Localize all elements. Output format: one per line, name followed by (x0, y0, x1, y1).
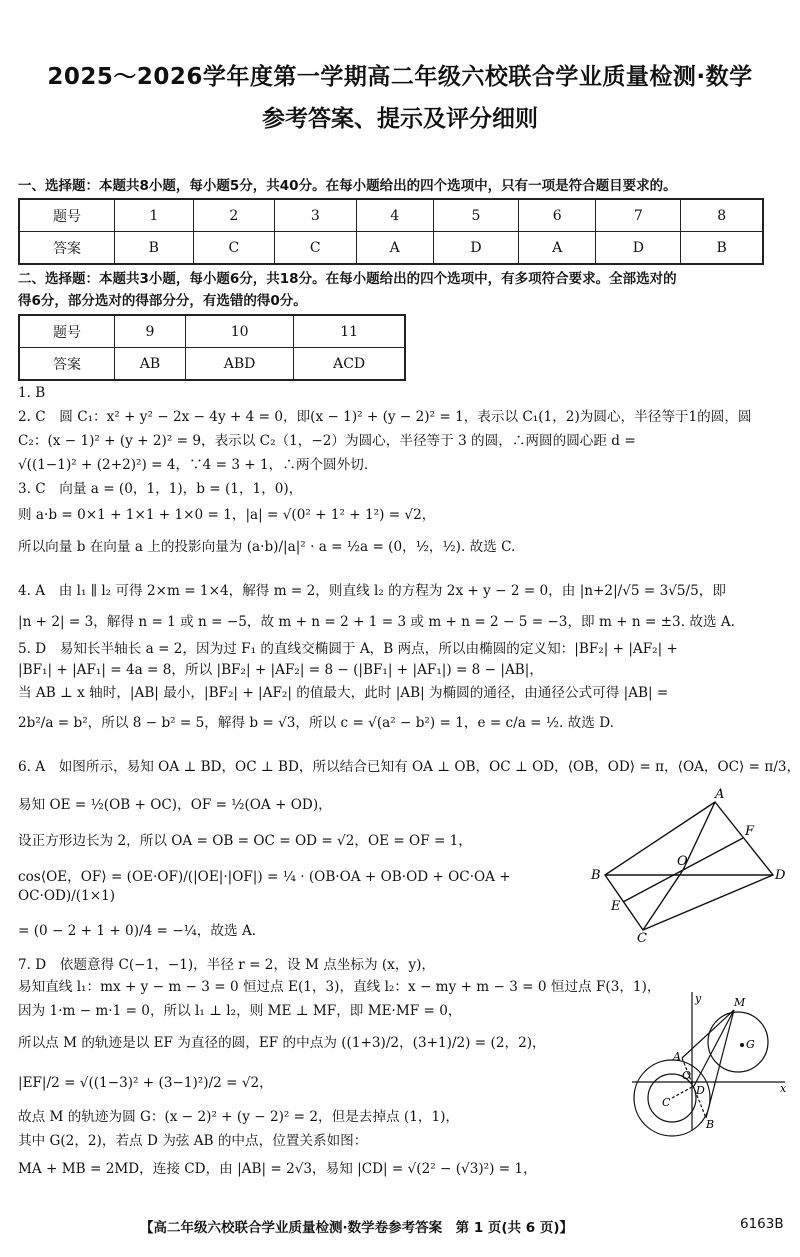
solution-5-line2: |BF₁| + |AF₁| = 4a = 8，所以 |BF₂| + |AF₂| = 8 − (|BF₁| + |AF₁|) = 8 − |AB|， (18, 662, 543, 678)
table-row (19, 232, 763, 265)
table-cell: A (356, 232, 433, 265)
solution-7-line1: 7. D 依题意得 C(−1，−1)，半径 r = 2，设 M 点坐标为 (x，y)， (18, 957, 436, 973)
solution-2-line3: √((1−1)² + (2+2)²) = 4，∵4 = 3 + 1，∴两个圆外切. (18, 457, 369, 473)
fig2-label: O (682, 1069, 692, 1082)
point-g (740, 1043, 744, 1047)
table-cell: ACD (294, 348, 405, 381)
solution-7-line7: 其中 G(2，2)，若点 D 为弦 AB 的中点，位置关系如图： (18, 1133, 368, 1149)
fig2-label: C (662, 1096, 671, 1109)
table-cell: 5 (433, 199, 518, 232)
fig2-label: B (706, 1118, 715, 1131)
line-ma (682, 1010, 734, 1058)
fig1-label: F (745, 824, 755, 839)
row-label: 答案 (19, 232, 115, 265)
solution-7-line6: 故点 M 的轨迹为圆 G：(x − 2)² + (y − 2)² = 2，但是去掉点 (1，1)， (18, 1109, 459, 1125)
row-label: 题号 (19, 199, 115, 232)
fig1-label: E (611, 899, 621, 914)
solution-6-line2: 易知 OE = ½(OB + OC)，OF = ½(OA + OD)， (18, 797, 332, 813)
table-cell: 9 (115, 315, 186, 348)
table-cell: 6 (518, 199, 595, 232)
section1-heading: 一、选择题：本题共8小题，每小题5分，共40分。在每小题给出的四个选项中，只有一项是符合题目要求的。 (18, 178, 677, 194)
solution-5-line4: 2b²/a = b²，所以 8 − b² = 5，解得 b = √3，所以 c = √(a² − b²) = 1，e = c/a = ½. 故选 D. (18, 715, 614, 731)
table-cell: ABD (186, 348, 294, 381)
solution-3-line3: 所以向量 b 在向量 a 上的投影向量为 (a·b)/|a|² · a = ½a = (0，½，½). 故选 C. (18, 539, 516, 555)
solution-2-line2: C₂：(x − 1)² + (y + 2)² = 9，表示以 C₂（1，−2）为圆心，半径等于 3 的圆，∴两圆的圆心距 d = (18, 433, 636, 449)
table-cell: D (433, 232, 518, 265)
solution-6-line4: cos⟨OE，OF⟩ = (OE·OF)/(|OE|·|OF|) = ¼ · (OB·OA + OB·OD + OC·OA + OC·OD)/(1×1) (18, 869, 511, 904)
fig1-label: O (677, 854, 688, 869)
table-cell: 11 (294, 315, 405, 348)
table-cell: D (596, 232, 681, 265)
table-cell: A (518, 232, 595, 265)
fig2-label: G (746, 1038, 755, 1051)
line-md (694, 1010, 734, 1086)
solution-7-line4: 所以点 M 的轨迹是以 EF 为直径的圆，EF 的中点为 ((1+3)/2，(3+1)/2) = (2，2)， (18, 1035, 546, 1051)
section2-answer-table (18, 314, 406, 381)
page-subtitle: 参考答案、提示及评分细则 (262, 106, 538, 132)
section2-heading-line1: 二、选择题：本题共3小题，每小题6分，共18分。在每小题给出的四个选项中，有多项符合要求。全部选对的 (18, 271, 677, 287)
solution-5-line1: 5. D 易知长半轴长 a = 2，因为过 F₁ 的直线交椭圆于 A，B 两点，所以由椭圆的定义知：|BF₂| + |AF₂| + (18, 641, 678, 657)
solution-6-line3: 设正方形边长为 2，所以 OA = OB = OC = OD = √2，OE = OF = 1， (18, 833, 472, 849)
solution-7-line8: MA + MB = 2MD，连接 CD，由 |AB| = 2√3，易知 |CD| = √(2² − (√3)²) = 1， (18, 1161, 537, 1177)
fig2-label: y (695, 992, 702, 1005)
solution-5-line3: 当 AB ⊥ x 轴时，|AB| 最小，|BF₂| + |AF₂| 的值最大，此时 |AB| 为椭圆的通径，由通径公式可得 |AB| = (18, 685, 669, 701)
solution-1: 1. B (18, 385, 46, 401)
section2-heading-line2: 得6分，部分选对的得部分分，有选错的得0分。 (18, 293, 307, 309)
table-cell: 10 (186, 315, 294, 348)
fig2-label: A (673, 1050, 681, 1063)
table-cell: C (275, 232, 356, 265)
solution-6-line1: 6. A 如图所示，易知 OA ⊥ BD，OC ⊥ BD，所以结合已知有 OA ⊥ OB，OC ⊥ OD，⟨OB，OD⟩ = π，⟨OA，OC⟩ = π/3， (18, 759, 800, 775)
table-cell: 7 (596, 199, 681, 232)
table-cell: 1 (115, 199, 194, 232)
table-row (19, 199, 763, 232)
table-cell: 3 (275, 199, 356, 232)
section1-answer-table (18, 198, 764, 265)
row-label: 题号 (19, 315, 115, 348)
table-cell: 4 (356, 199, 433, 232)
segment-cd (672, 1086, 694, 1098)
footer-text: 【高二年级六校联合学业质量检测·数学卷参考答案 第 1 页(共 6 页)】 (140, 1220, 574, 1236)
solution-7-line2: 易知直线 l₁：mx + y − m − 3 = 0 恒过点 E(1，3)，直线 l₂：x − my + m − 3 = 0 恒过点 F(3，1)， (18, 979, 661, 995)
fig1-label: A (715, 787, 725, 802)
quadrilateral-outline (605, 802, 773, 930)
table-row (19, 315, 405, 348)
solution-7-line3: 因为 1·m − m·1 = 0，所以 l₁ ⊥ l₂，则 ME ⊥ MF，即 ME·MF = 0， (18, 1003, 462, 1019)
solution-6-line5: = (0 − 2 + 1 + 0)/4 = −¼，故选 A. (18, 923, 257, 939)
figure-quadrilateral (585, 780, 790, 945)
table-cell: B (115, 232, 194, 265)
table-cell: AB (115, 348, 186, 381)
section2-heading (18, 268, 788, 312)
solution-4-line2: |n + 2| = 3，解得 n = 1 或 n = −5，故 m + n = 2 + 1 = 3 或 m + n = 2 − 5 = −3，即 m + n = ±3. 故选 A. (18, 614, 735, 630)
solution-7-line5: |EF|/2 = √((1−3)² + (3−1)²)/2 = √2， (18, 1075, 273, 1091)
line-mb (706, 1010, 734, 1118)
solution-3-line1: 3. C 向量 a = (0，1，1)，b = (1，1，0)， (18, 481, 303, 497)
fig1-label: C (637, 931, 647, 945)
table-cell: C (193, 232, 274, 265)
solution-4-line1: 4. A 由 l₁ ∥ l₂ 可得 2×m = 1×4，解得 m = 2，则直线 l₂ 的方程为 2x + y − 2 = 0，由 |n+2|/√5 = 3√5/5，即 (18, 583, 726, 599)
solution-2-line1: 2. C 圆 C₁：x² + y² − 2x − 4y + 4 = 0，即(x − 1)² + (y − 2)² = 1，表示以 C₁(1，2)为圆心，半径等于1的圆，圆 (18, 409, 752, 425)
solution-3-line2: 则 a·b = 0×1 + 1×1 + 1×0 = 1，|a| = √(0² + 1² + 1²) = √2， (18, 507, 436, 523)
page-title: 2025～2026学年度第一学期高二年级六校联合学业质量检测·数学 (47, 64, 753, 90)
footer-code: 6163B (740, 1216, 784, 1232)
vector-of (683, 838, 743, 870)
fig2-label: x (780, 1082, 787, 1095)
table-cell: 8 (681, 199, 763, 232)
row-label: 答案 (19, 348, 115, 381)
figure-circles (630, 990, 790, 1140)
table-row (19, 348, 405, 381)
table-cell: 2 (193, 199, 274, 232)
fig2-label: D (696, 1084, 705, 1097)
fig1-label: B (591, 868, 601, 883)
fig2-label: M (734, 996, 746, 1009)
fig1-label: D (775, 868, 786, 883)
table-cell: B (681, 232, 763, 265)
